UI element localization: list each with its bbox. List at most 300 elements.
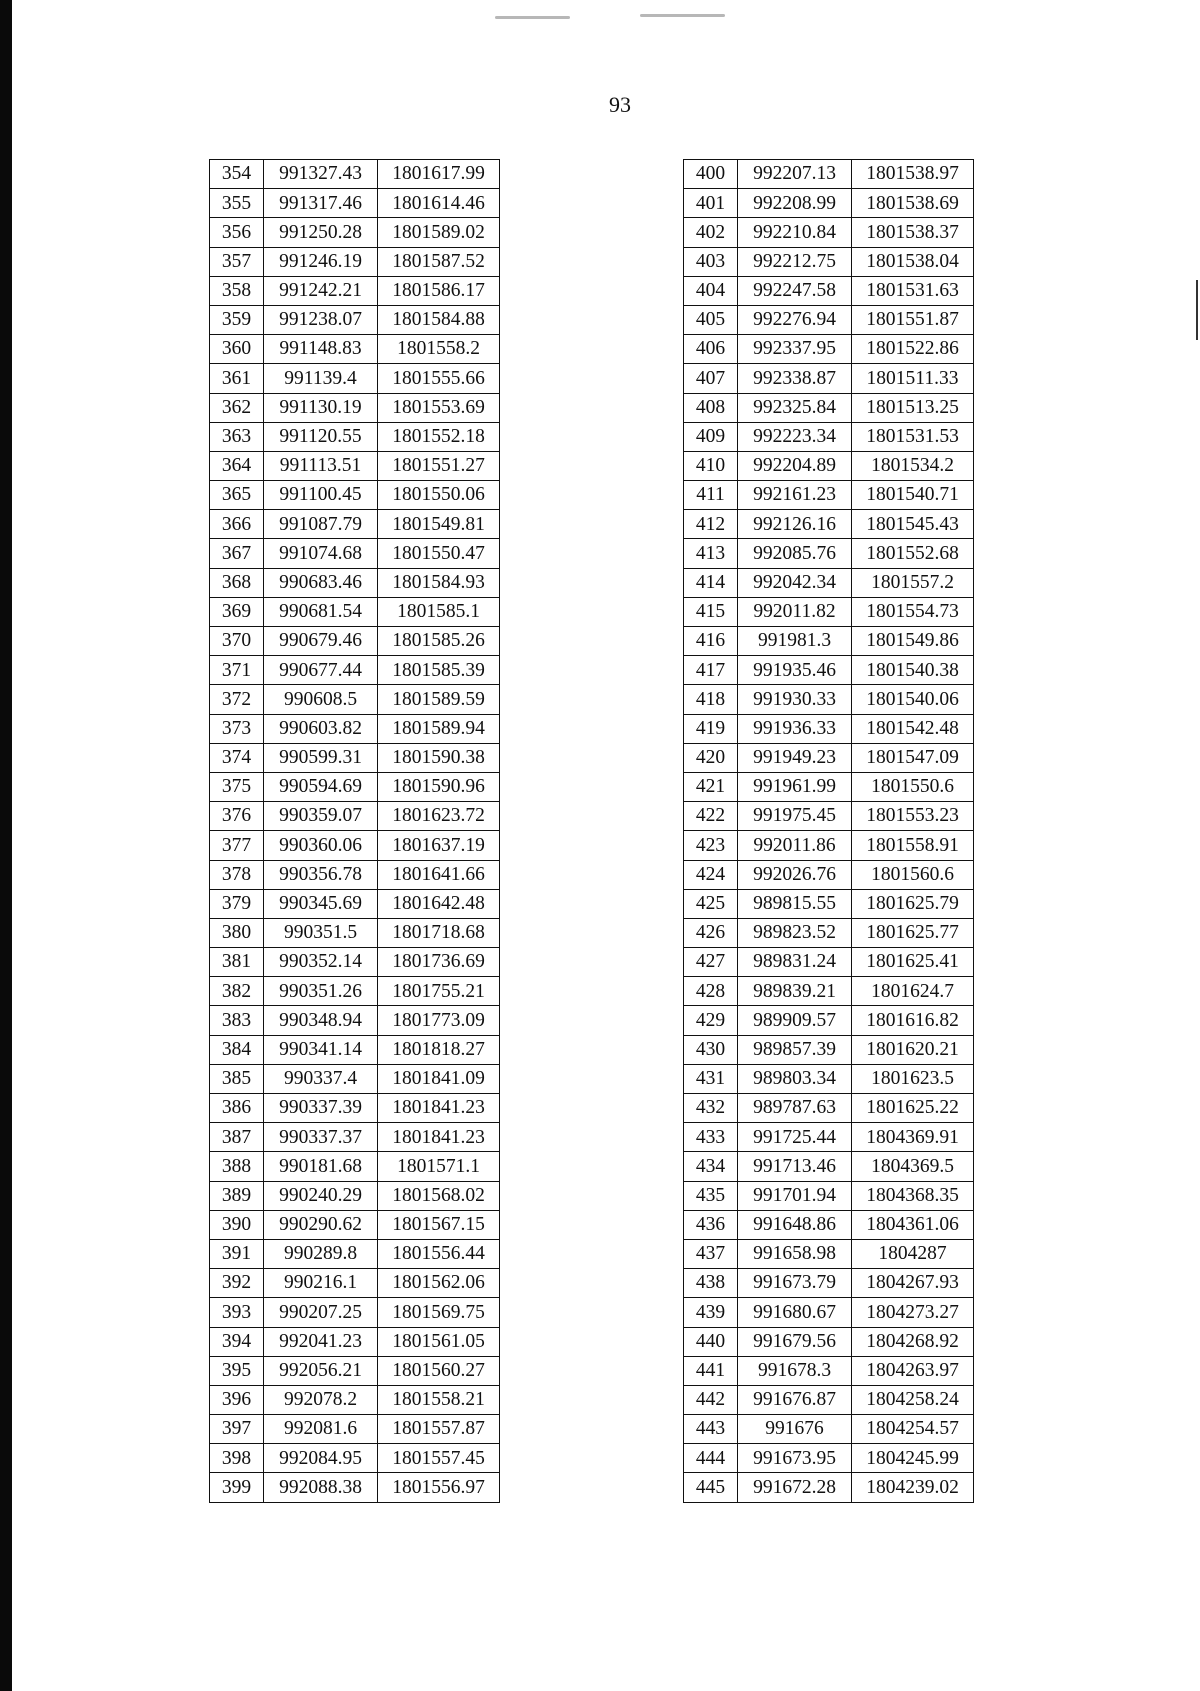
x-coordinate-cell: 992041.23 — [264, 1327, 378, 1356]
y-coordinate-cell: 1801584.88 — [378, 305, 500, 334]
table-row — [684, 860, 974, 889]
table-row — [210, 1269, 500, 1298]
table-row — [210, 1064, 500, 1093]
x-coordinate-cell: 992011.86 — [738, 831, 852, 860]
y-coordinate-cell: 1801585.1 — [378, 597, 500, 626]
point-number-cell: 429 — [684, 1006, 738, 1035]
y-coordinate-cell: 1801550.06 — [378, 481, 500, 510]
table-row — [210, 1181, 500, 1210]
coordinates-table-left — [209, 159, 500, 1503]
point-number-cell: 385 — [210, 1064, 264, 1093]
y-coordinate-cell: 1801641.66 — [378, 860, 500, 889]
x-coordinate-cell: 991679.56 — [738, 1327, 852, 1356]
y-coordinate-cell: 1804361.06 — [852, 1210, 974, 1239]
table-row — [210, 539, 500, 568]
x-coordinate-cell: 992210.84 — [738, 218, 852, 247]
x-coordinate-cell: 990360.06 — [264, 831, 378, 860]
x-coordinate-cell: 992212.75 — [738, 247, 852, 276]
point-number-cell: 413 — [684, 539, 738, 568]
scan-edge-bar — [0, 0, 12, 1691]
point-number-cell: 388 — [210, 1152, 264, 1181]
scan-smudge — [640, 14, 725, 17]
table-row — [210, 831, 500, 860]
point-number-cell: 408 — [684, 393, 738, 422]
x-coordinate-cell: 991130.19 — [264, 393, 378, 422]
table-row — [210, 1415, 500, 1444]
y-coordinate-cell: 1801547.09 — [852, 743, 974, 772]
table-row — [210, 1035, 500, 1064]
x-coordinate-cell: 989857.39 — [738, 1035, 852, 1064]
y-coordinate-cell: 1801511.33 — [852, 364, 974, 393]
x-coordinate-cell: 990337.4 — [264, 1064, 378, 1093]
point-number-cell: 404 — [684, 276, 738, 305]
x-coordinate-cell: 991935.46 — [738, 656, 852, 685]
x-coordinate-cell: 990599.31 — [264, 743, 378, 772]
y-coordinate-cell: 1801538.37 — [852, 218, 974, 247]
x-coordinate-cell: 991120.55 — [264, 422, 378, 451]
coordinates-table-right — [683, 159, 974, 1503]
point-number-cell: 442 — [684, 1385, 738, 1414]
point-number-cell: 443 — [684, 1415, 738, 1444]
table-row — [684, 977, 974, 1006]
x-coordinate-cell: 990345.69 — [264, 889, 378, 918]
x-coordinate-cell: 992161.23 — [738, 481, 852, 510]
table-row — [210, 1385, 500, 1414]
point-number-cell: 415 — [684, 597, 738, 626]
point-number-cell: 440 — [684, 1327, 738, 1356]
point-number-cell: 376 — [210, 802, 264, 831]
x-coordinate-cell: 991678.3 — [738, 1356, 852, 1385]
point-number-cell: 374 — [210, 743, 264, 772]
x-coordinate-cell: 992088.38 — [264, 1473, 378, 1502]
x-coordinate-cell: 990356.78 — [264, 860, 378, 889]
y-coordinate-cell: 1801625.41 — [852, 948, 974, 977]
table-row — [684, 422, 974, 451]
table-row — [210, 860, 500, 889]
point-number-cell: 386 — [210, 1094, 264, 1123]
point-number-cell: 395 — [210, 1356, 264, 1385]
x-coordinate-cell: 991701.94 — [738, 1181, 852, 1210]
table-row — [684, 1123, 974, 1152]
point-number-cell: 360 — [210, 335, 264, 364]
table-row — [684, 1415, 974, 1444]
y-coordinate-cell: 1801589.59 — [378, 685, 500, 714]
table-row — [210, 1094, 500, 1123]
y-coordinate-cell: 1801614.46 — [378, 189, 500, 218]
x-coordinate-cell: 990341.14 — [264, 1035, 378, 1064]
y-coordinate-cell: 1804245.99 — [852, 1444, 974, 1473]
x-coordinate-cell: 990216.1 — [264, 1269, 378, 1298]
x-coordinate-cell: 991242.21 — [264, 276, 378, 305]
table-row — [684, 364, 974, 393]
x-coordinate-cell: 991250.28 — [264, 218, 378, 247]
table-row — [210, 1473, 500, 1502]
x-coordinate-cell: 992084.95 — [264, 1444, 378, 1473]
y-coordinate-cell: 1801623.5 — [852, 1064, 974, 1093]
point-number-cell: 390 — [210, 1210, 264, 1239]
point-number-cell: 414 — [684, 568, 738, 597]
x-coordinate-cell: 990608.5 — [264, 685, 378, 714]
point-number-cell: 392 — [210, 1269, 264, 1298]
x-coordinate-cell: 990348.94 — [264, 1006, 378, 1035]
table-row — [210, 160, 500, 189]
table-row — [210, 451, 500, 480]
table-row — [684, 481, 974, 510]
x-coordinate-cell: 992085.76 — [738, 539, 852, 568]
point-number-cell: 371 — [210, 656, 264, 685]
table-row — [684, 539, 974, 568]
table-row — [684, 802, 974, 831]
table-row — [210, 1356, 500, 1385]
y-coordinate-cell: 1801534.2 — [852, 451, 974, 480]
x-coordinate-cell: 991673.79 — [738, 1269, 852, 1298]
table-row — [210, 364, 500, 393]
x-coordinate-cell: 991981.3 — [738, 627, 852, 656]
table-row — [684, 1327, 974, 1356]
point-number-cell: 410 — [684, 451, 738, 480]
table-row — [210, 1327, 500, 1356]
x-coordinate-cell: 990337.39 — [264, 1094, 378, 1123]
table-row — [210, 305, 500, 334]
point-number-cell: 364 — [210, 451, 264, 480]
x-coordinate-cell: 991074.68 — [264, 539, 378, 568]
y-coordinate-cell: 1801616.82 — [852, 1006, 974, 1035]
x-coordinate-cell: 992081.6 — [264, 1415, 378, 1444]
point-number-cell: 405 — [684, 305, 738, 334]
point-number-cell: 368 — [210, 568, 264, 597]
point-number-cell: 437 — [684, 1239, 738, 1268]
point-number-cell: 432 — [684, 1094, 738, 1123]
table-row — [210, 772, 500, 801]
y-coordinate-cell: 1801538.97 — [852, 160, 974, 189]
point-number-cell: 444 — [684, 1444, 738, 1473]
point-number-cell: 398 — [210, 1444, 264, 1473]
x-coordinate-cell: 991113.51 — [264, 451, 378, 480]
x-coordinate-cell: 991327.43 — [264, 160, 378, 189]
y-coordinate-cell: 1801551.87 — [852, 305, 974, 334]
x-coordinate-cell: 991148.83 — [264, 335, 378, 364]
table-row — [684, 889, 974, 918]
table-row — [210, 597, 500, 626]
point-number-cell: 383 — [210, 1006, 264, 1035]
table-row — [684, 1269, 974, 1298]
point-number-cell: 441 — [684, 1356, 738, 1385]
point-number-cell: 419 — [684, 714, 738, 743]
x-coordinate-cell: 991975.45 — [738, 802, 852, 831]
y-coordinate-cell: 1801736.69 — [378, 948, 500, 977]
x-coordinate-cell: 989831.24 — [738, 948, 852, 977]
x-coordinate-cell: 991949.23 — [738, 743, 852, 772]
point-number-cell: 365 — [210, 481, 264, 510]
point-number-cell: 382 — [210, 977, 264, 1006]
y-coordinate-cell: 1801625.79 — [852, 889, 974, 918]
y-coordinate-cell: 1801558.91 — [852, 831, 974, 860]
table-row — [684, 1473, 974, 1502]
point-number-cell: 433 — [684, 1123, 738, 1152]
y-coordinate-cell: 1804239.02 — [852, 1473, 974, 1502]
table-row — [210, 1239, 500, 1268]
point-number-cell: 425 — [684, 889, 738, 918]
point-number-cell: 391 — [210, 1239, 264, 1268]
y-coordinate-cell: 1801513.25 — [852, 393, 974, 422]
table-row — [210, 1210, 500, 1239]
point-number-cell: 424 — [684, 860, 738, 889]
x-coordinate-cell: 990289.8 — [264, 1239, 378, 1268]
point-number-cell: 412 — [684, 510, 738, 539]
page-number: 93 — [609, 92, 631, 117]
y-coordinate-cell: 1801522.86 — [852, 335, 974, 364]
y-coordinate-cell: 1801554.73 — [852, 597, 974, 626]
point-number-cell: 420 — [684, 743, 738, 772]
y-coordinate-cell: 1801569.75 — [378, 1298, 500, 1327]
y-coordinate-cell: 1801562.06 — [378, 1269, 500, 1298]
table-row — [684, 1035, 974, 1064]
y-coordinate-cell: 1801718.68 — [378, 918, 500, 947]
point-number-cell: 431 — [684, 1064, 738, 1093]
y-coordinate-cell: 1801637.19 — [378, 831, 500, 860]
x-coordinate-cell: 992026.76 — [738, 860, 852, 889]
table-row — [684, 1239, 974, 1268]
point-number-cell: 387 — [210, 1123, 264, 1152]
x-coordinate-cell: 992078.2 — [264, 1385, 378, 1414]
scan-edge-mark — [1196, 280, 1198, 340]
point-number-cell: 367 — [210, 539, 264, 568]
x-coordinate-cell: 992042.34 — [738, 568, 852, 597]
point-number-cell: 379 — [210, 889, 264, 918]
point-number-cell: 417 — [684, 656, 738, 685]
table-row — [684, 1444, 974, 1473]
y-coordinate-cell: 1801557.2 — [852, 568, 974, 597]
point-number-cell: 428 — [684, 977, 738, 1006]
point-number-cell: 445 — [684, 1473, 738, 1502]
x-coordinate-cell: 992208.99 — [738, 189, 852, 218]
point-number-cell: 411 — [684, 481, 738, 510]
table-row — [210, 889, 500, 918]
table-row — [684, 160, 974, 189]
point-number-cell: 439 — [684, 1298, 738, 1327]
x-coordinate-cell: 990207.25 — [264, 1298, 378, 1327]
y-coordinate-cell: 1801567.15 — [378, 1210, 500, 1239]
table-row — [210, 218, 500, 247]
y-coordinate-cell: 1801553.69 — [378, 393, 500, 422]
y-coordinate-cell: 1801818.27 — [378, 1035, 500, 1064]
x-coordinate-cell: 991648.86 — [738, 1210, 852, 1239]
table-row — [210, 481, 500, 510]
x-coordinate-cell: 990240.29 — [264, 1181, 378, 1210]
y-coordinate-cell: 1804254.57 — [852, 1415, 974, 1444]
y-coordinate-cell: 1804369.5 — [852, 1152, 974, 1181]
point-number-cell: 400 — [684, 160, 738, 189]
point-number-cell: 438 — [684, 1269, 738, 1298]
y-coordinate-cell: 1801549.86 — [852, 627, 974, 656]
x-coordinate-cell: 989823.52 — [738, 918, 852, 947]
y-coordinate-cell: 1801540.71 — [852, 481, 974, 510]
point-number-cell: 409 — [684, 422, 738, 451]
y-coordinate-cell: 1801620.21 — [852, 1035, 974, 1064]
point-number-cell: 372 — [210, 685, 264, 714]
table-row — [684, 656, 974, 685]
y-coordinate-cell: 1801755.21 — [378, 977, 500, 1006]
x-coordinate-cell: 991930.33 — [738, 685, 852, 714]
x-coordinate-cell: 991676 — [738, 1415, 852, 1444]
table-row — [210, 568, 500, 597]
y-coordinate-cell: 1801557.45 — [378, 1444, 500, 1473]
x-coordinate-cell: 992207.13 — [738, 160, 852, 189]
table-row — [210, 510, 500, 539]
x-coordinate-cell: 991139.4 — [264, 364, 378, 393]
x-coordinate-cell: 990337.37 — [264, 1123, 378, 1152]
y-coordinate-cell: 1801558.2 — [378, 335, 500, 364]
point-number-cell: 422 — [684, 802, 738, 831]
x-coordinate-cell: 990351.5 — [264, 918, 378, 947]
x-coordinate-cell: 992247.58 — [738, 276, 852, 305]
y-coordinate-cell: 1801624.7 — [852, 977, 974, 1006]
point-number-cell: 396 — [210, 1385, 264, 1414]
table-row — [684, 393, 974, 422]
x-coordinate-cell: 992276.94 — [738, 305, 852, 334]
y-coordinate-cell: 1801556.97 — [378, 1473, 500, 1502]
point-number-cell: 435 — [684, 1181, 738, 1210]
x-coordinate-cell: 991936.33 — [738, 714, 852, 743]
point-number-cell: 434 — [684, 1152, 738, 1181]
table-row — [210, 1298, 500, 1327]
x-coordinate-cell: 991680.67 — [738, 1298, 852, 1327]
y-coordinate-cell: 1801558.21 — [378, 1385, 500, 1414]
y-coordinate-cell: 1801585.39 — [378, 656, 500, 685]
table-row — [210, 335, 500, 364]
x-coordinate-cell: 990677.44 — [264, 656, 378, 685]
y-coordinate-cell: 1801531.63 — [852, 276, 974, 305]
y-coordinate-cell: 1801560.6 — [852, 860, 974, 889]
x-coordinate-cell: 990352.14 — [264, 948, 378, 977]
table-row — [684, 218, 974, 247]
point-number-cell: 377 — [210, 831, 264, 860]
scan-smudge — [495, 16, 570, 19]
x-coordinate-cell: 990683.46 — [264, 568, 378, 597]
y-coordinate-cell: 1801841.23 — [378, 1094, 500, 1123]
y-coordinate-cell: 1801586.17 — [378, 276, 500, 305]
point-number-cell: 378 — [210, 860, 264, 889]
table-row — [210, 743, 500, 772]
y-coordinate-cell: 1801540.38 — [852, 656, 974, 685]
y-coordinate-cell: 1801568.02 — [378, 1181, 500, 1210]
y-coordinate-cell: 1804273.27 — [852, 1298, 974, 1327]
x-coordinate-cell: 989909.57 — [738, 1006, 852, 1035]
point-number-cell: 361 — [210, 364, 264, 393]
table-row — [684, 1356, 974, 1385]
table-row — [684, 247, 974, 276]
point-number-cell: 381 — [210, 948, 264, 977]
y-coordinate-cell: 1801841.23 — [378, 1123, 500, 1152]
point-number-cell: 358 — [210, 276, 264, 305]
x-coordinate-cell: 991238.07 — [264, 305, 378, 334]
point-number-cell: 384 — [210, 1035, 264, 1064]
point-number-cell: 436 — [684, 1210, 738, 1239]
point-number-cell: 397 — [210, 1415, 264, 1444]
y-coordinate-cell: 1801587.52 — [378, 247, 500, 276]
y-coordinate-cell: 1801589.94 — [378, 714, 500, 743]
y-coordinate-cell: 1801560.27 — [378, 1356, 500, 1385]
x-coordinate-cell: 990594.69 — [264, 772, 378, 801]
y-coordinate-cell: 1801584.93 — [378, 568, 500, 597]
table-row — [210, 948, 500, 977]
y-coordinate-cell: 1801589.02 — [378, 218, 500, 247]
x-coordinate-cell: 992056.21 — [264, 1356, 378, 1385]
point-number-cell: 430 — [684, 1035, 738, 1064]
x-coordinate-cell: 991672.28 — [738, 1473, 852, 1502]
x-coordinate-cell: 991673.95 — [738, 1444, 852, 1473]
x-coordinate-cell: 991713.46 — [738, 1152, 852, 1181]
table-row — [210, 1444, 500, 1473]
table-row — [684, 1152, 974, 1181]
y-coordinate-cell: 1801555.66 — [378, 364, 500, 393]
table-row — [684, 305, 974, 334]
table-row — [210, 276, 500, 305]
point-number-cell: 421 — [684, 772, 738, 801]
point-number-cell: 354 — [210, 160, 264, 189]
point-number-cell: 355 — [210, 189, 264, 218]
y-coordinate-cell: 1801553.23 — [852, 802, 974, 831]
point-number-cell: 401 — [684, 189, 738, 218]
x-coordinate-cell: 990181.68 — [264, 1152, 378, 1181]
y-coordinate-cell: 1801773.09 — [378, 1006, 500, 1035]
y-coordinate-cell: 1801590.38 — [378, 743, 500, 772]
y-coordinate-cell: 1804258.24 — [852, 1385, 974, 1414]
point-number-cell: 403 — [684, 247, 738, 276]
x-coordinate-cell: 991317.46 — [264, 189, 378, 218]
table-row — [684, 1298, 974, 1327]
x-coordinate-cell: 992325.84 — [738, 393, 852, 422]
y-coordinate-cell: 1801552.68 — [852, 539, 974, 568]
y-coordinate-cell: 1801625.22 — [852, 1094, 974, 1123]
point-number-cell: 426 — [684, 918, 738, 947]
point-number-cell: 375 — [210, 772, 264, 801]
table-row — [684, 451, 974, 480]
table-row — [684, 189, 974, 218]
table-row — [210, 656, 500, 685]
x-coordinate-cell: 990681.54 — [264, 597, 378, 626]
table-row — [684, 772, 974, 801]
table-row — [684, 743, 974, 772]
table-row — [684, 1064, 974, 1093]
table-row — [210, 1123, 500, 1152]
point-number-cell: 389 — [210, 1181, 264, 1210]
table-row — [684, 1210, 974, 1239]
table-row — [684, 1385, 974, 1414]
y-coordinate-cell: 1801841.09 — [378, 1064, 500, 1093]
x-coordinate-cell: 991961.99 — [738, 772, 852, 801]
y-coordinate-cell: 1801531.53 — [852, 422, 974, 451]
point-number-cell: 418 — [684, 685, 738, 714]
y-coordinate-cell: 1801538.69 — [852, 189, 974, 218]
point-number-cell: 399 — [210, 1473, 264, 1502]
x-coordinate-cell: 990603.82 — [264, 714, 378, 743]
y-coordinate-cell: 1801642.48 — [378, 889, 500, 918]
y-coordinate-cell: 1801561.05 — [378, 1327, 500, 1356]
point-number-cell: 427 — [684, 948, 738, 977]
table-row — [684, 948, 974, 977]
x-coordinate-cell: 991658.98 — [738, 1239, 852, 1268]
table-row — [684, 685, 974, 714]
table-row — [684, 627, 974, 656]
y-coordinate-cell: 1801542.48 — [852, 714, 974, 743]
x-coordinate-cell: 991246.19 — [264, 247, 378, 276]
y-coordinate-cell: 1801623.72 — [378, 802, 500, 831]
table-row — [210, 918, 500, 947]
y-coordinate-cell: 1804267.93 — [852, 1269, 974, 1298]
y-coordinate-cell: 1801540.06 — [852, 685, 974, 714]
y-coordinate-cell: 1801545.43 — [852, 510, 974, 539]
